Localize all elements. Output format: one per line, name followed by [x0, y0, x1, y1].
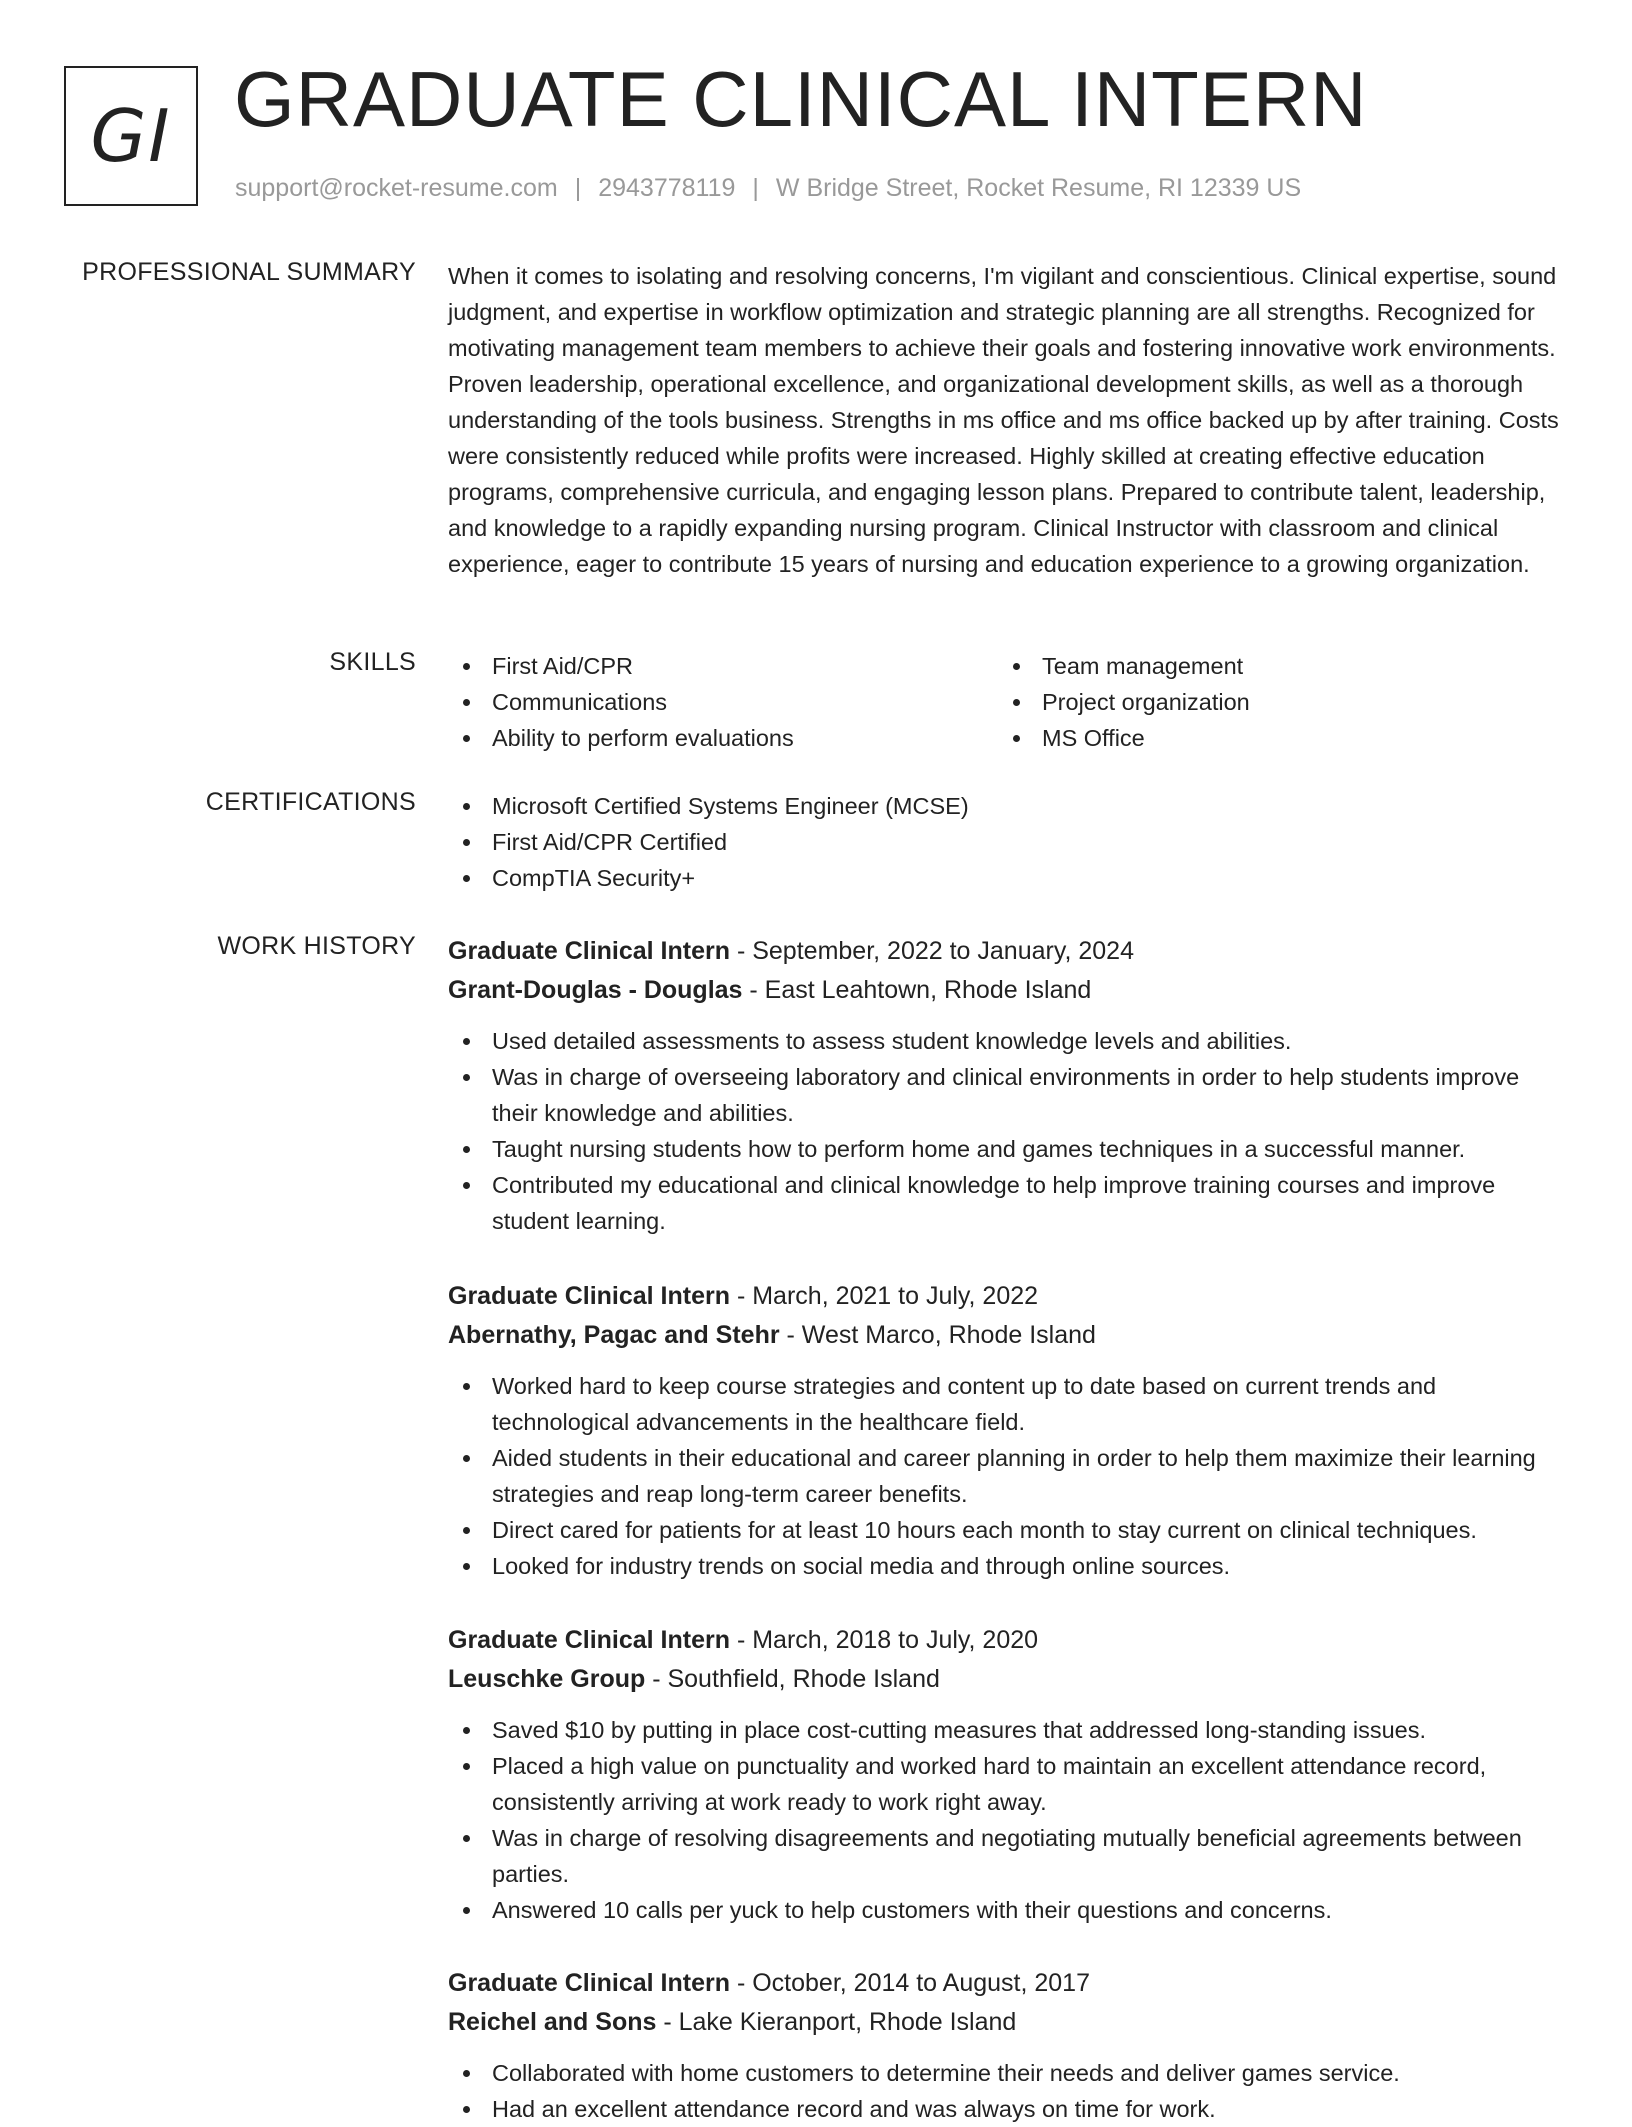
page-title: GRADUATE CLINICAL INTERN	[234, 55, 1368, 143]
contact-separator: |	[752, 174, 759, 202]
job-bullet: Contributed my educational and clinical knowledge to help improve training courses and improve student learning.	[448, 1167, 1568, 1239]
summary-heading: PROFESSIONAL SUMMARY	[82, 258, 416, 286]
job-entry	[448, 1621, 1568, 1928]
job-title-line	[448, 1621, 1568, 1660]
certification-item: First Aid/CPR Certified	[448, 824, 1568, 860]
job-bullet: Taught nursing students how to perform home and games techniques in a successful manner.	[448, 1131, 1568, 1167]
job-company-line	[448, 971, 1568, 1010]
skill-item: Team management	[998, 648, 1548, 684]
certification-item: Microsoft Certified Systems Engineer (MCSE)	[448, 788, 1568, 824]
skills-heading: SKILLS	[329, 648, 416, 676]
skill-item: First Aid/CPR	[448, 648, 998, 684]
job-bullet-list	[448, 1368, 1568, 1584]
contact-email: support@rocket-resume.com	[235, 174, 558, 202]
job-title-line	[448, 1277, 1568, 1316]
job-company-line	[448, 2003, 1568, 2042]
job-location: - East Leahtown, Rhode Island	[742, 976, 1092, 1004]
job-bullet: Collaborated with home customers to determine their needs and deliver games service.	[448, 2055, 1568, 2091]
job-title: Graduate Clinical Intern	[448, 1626, 731, 1654]
skills-list-left	[448, 648, 998, 756]
job-company: Grant-Douglas - Douglas	[448, 976, 743, 1004]
contact-separator: |	[574, 174, 582, 202]
job-entry	[448, 1277, 1568, 1584]
job-bullet-list	[448, 1712, 1568, 1928]
job-bullet: Had an excellent attendance record and was always on time for work.	[448, 2091, 1568, 2127]
job-bullet: Worked hard to keep course strategies and content up to date based on current trends and technological advancements in the healthcare field.	[448, 1368, 1568, 1440]
job-title-line	[448, 932, 1568, 971]
job-dates: - October, 2014 to August, 2017	[730, 1969, 1090, 1997]
contact-address: W Bridge Street, Rocket Resume, RI 12339 US	[775, 174, 1302, 202]
job-dates: - March, 2018 to July, 2020	[730, 1626, 1039, 1654]
job-entry	[448, 1964, 1568, 2127]
job-bullet-list	[448, 2055, 1568, 2127]
work-history-heading: WORK HISTORY	[217, 932, 416, 960]
summary-text: When it comes to isolating and resolving concerns, I'm vigilant and conscientious. Clinical expertise, sound judgment, and expertise in workflow optimization and strategic planning are all strengths. Recognized for motivating management team members to achieve their goals and fostering innovative work environments. Proven leadership, operational excellence, and organizational development skills, as well as a thorough understanding of the tools business. Strengths in ms office and ms office backed up by after training. Costs were consistently reduced while profits were increased. Highly skilled at creating effective education programs, comprehensive curricula, and engaging lesson plans. Prepared to contribute talent, leadership, and knowledge to a rapidly expanding nursing program. Clinical Instructor with classroom and clinical experience, eager to contribute 15 years of nursing and education experience to a growing organization.	[448, 263, 1559, 577]
skills-list-right	[998, 648, 1548, 756]
job-dates: - March, 2021 to July, 2022	[730, 1282, 1039, 1310]
contact-phone: 2943778119	[598, 174, 736, 202]
certifications-heading: CERTIFICATIONS	[205, 788, 416, 816]
job-title-line	[448, 1964, 1568, 2003]
job-bullet: Answered 10 calls per yuck to help customers with their questions and concerns.	[448, 1892, 1568, 1928]
job-company-line	[448, 1316, 1568, 1355]
certification-item: CompTIA Security+	[448, 860, 1568, 896]
job-bullet: Direct cared for patients for at least 10 hours each month to stay current on clinical techniques.	[448, 1512, 1568, 1548]
job-bullet: Looked for industry trends on social media and through online sources.	[448, 1548, 1568, 1584]
job-location: - West Marco, Rhode Island	[779, 1321, 1096, 1349]
skills-body	[448, 648, 1568, 756]
monogram-logo: GI	[64, 66, 198, 206]
job-company: Abernathy, Pagac and Stehr	[448, 1321, 780, 1349]
job-bullet: Was in charge of overseeing laboratory and clinical environments in order to help students improve their knowledge and abilities.	[448, 1059, 1568, 1131]
job-bullet: Placed a high value on punctuality and worked hard to maintain an excellent attendance record, consistently arriving at work ready to work right away.	[448, 1748, 1568, 1820]
job-title: Graduate Clinical Intern	[448, 1282, 731, 1310]
job-bullet: Used detailed assessments to assess student knowledge levels and abilities.	[448, 1023, 1568, 1059]
job-bullet: Saved $10 by putting in place cost-cutting measures that addressed long-standing issues.	[448, 1712, 1568, 1748]
skill-item: MS Office	[998, 720, 1548, 756]
skill-item: Ability to perform evaluations	[448, 720, 998, 756]
skill-item: Project organization	[998, 684, 1548, 720]
job-company-line	[448, 1660, 1568, 1699]
job-entry	[448, 932, 1568, 1239]
contact-line	[235, 174, 1301, 203]
job-dates: - September, 2022 to January, 2024	[730, 937, 1134, 965]
certifications-list	[448, 788, 1568, 896]
skill-item: Communications	[448, 684, 998, 720]
certifications-body	[448, 788, 1568, 896]
job-bullet-list	[448, 1023, 1568, 1239]
summary-body	[448, 258, 1568, 582]
job-company: Reichel and Sons	[448, 2008, 657, 2036]
job-location: - Southfield, Rhode Island	[645, 1665, 940, 1693]
job-company: Leuschke Group	[448, 1665, 646, 1693]
job-location: - Lake Kieranport, Rhode Island	[656, 2008, 1017, 2036]
job-bullet: Was in charge of resolving disagreements and negotiating mutually beneficial agreements between parties.	[448, 1820, 1568, 1892]
job-title: Graduate Clinical Intern	[448, 937, 731, 965]
job-bullet: Aided students in their educational and career planning in order to help them maximize their learning strategies and reap long-term career benefits.	[448, 1440, 1568, 1512]
job-title: Graduate Clinical Intern	[448, 1969, 731, 1997]
